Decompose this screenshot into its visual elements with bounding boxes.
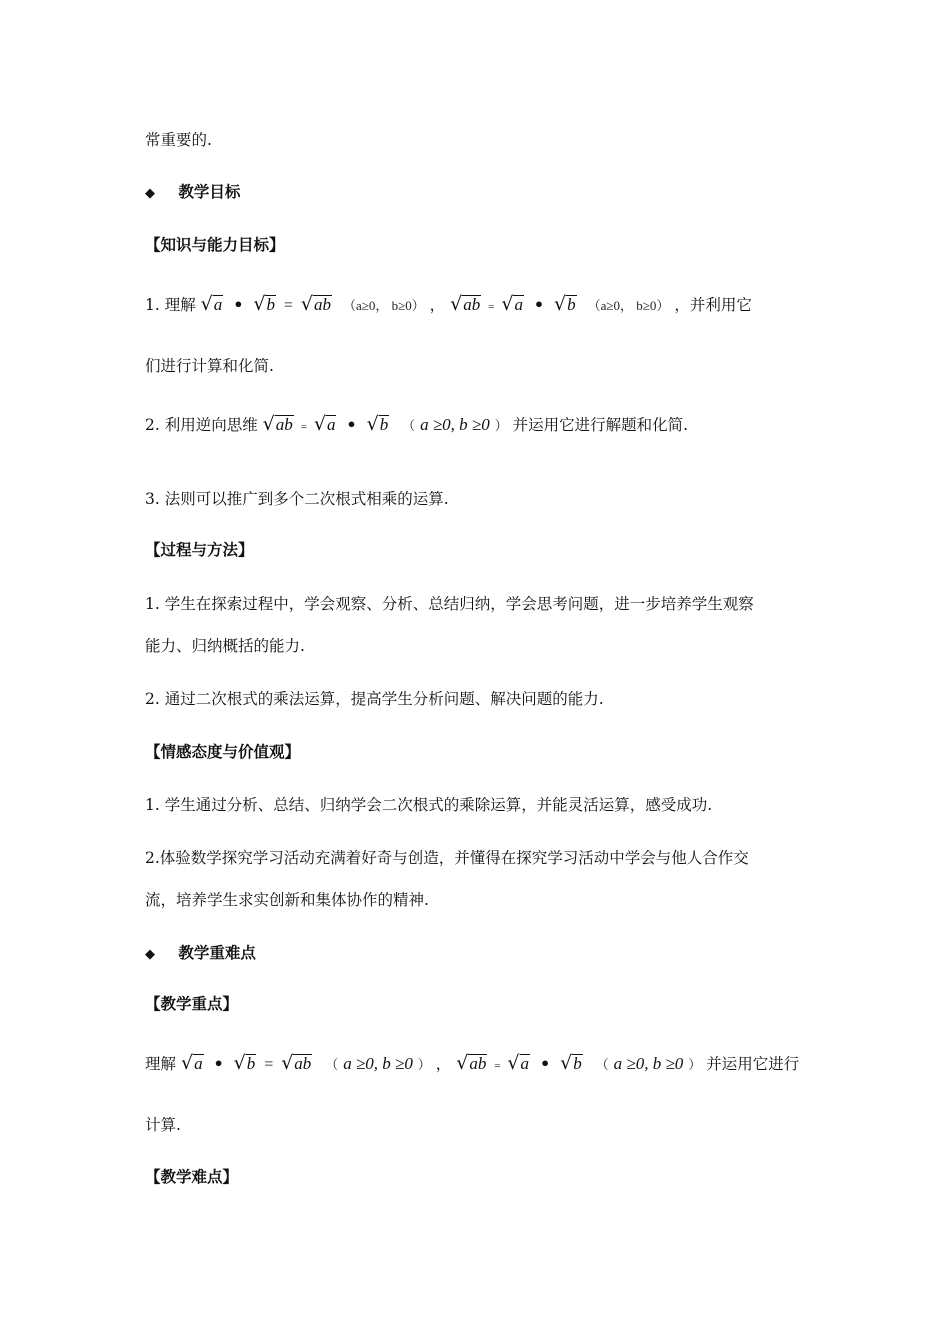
text-line: 常重要的. (145, 131, 212, 149)
multiply-dot: • (539, 1054, 551, 1073)
formula-sqrt-a: √a (313, 413, 336, 435)
formula-sqrt-b: √b (560, 1052, 582, 1074)
formula-sqrt-ab: √ab (450, 293, 481, 315)
text-line: 流，培养学生求实创新和集体协作的精神. (145, 891, 429, 909)
condition-expression: a ≥0, b ≥0 (343, 1054, 413, 1073)
formula-sqrt-ab: √ab (300, 293, 331, 315)
heading-text: 教学重难点 (178, 943, 256, 962)
formula-sqrt-ab: √ab (281, 1052, 312, 1074)
formula-sqrt-a: √a (507, 1052, 530, 1074)
formula-sqrt-b: √b (233, 1052, 256, 1074)
text-line: 能力、归纳概括的能力. (145, 637, 305, 655)
equals-sign: = (300, 421, 307, 433)
multiply-dot: • (533, 295, 545, 314)
formula-sqrt-b: √b (253, 293, 275, 315)
objective-item-2 (145, 414, 688, 437)
paren: ） (494, 418, 508, 433)
diamond-bullet-icon: ◆ (145, 947, 155, 962)
formula-sqrt-a: √a (200, 293, 223, 315)
item-text: 并运用它进行 (706, 1055, 800, 1073)
heading-text: 教学目标 (178, 182, 241, 201)
text-line: 们进行计算和化简. (145, 357, 274, 375)
condition-expression: a ≥0, b ≥0 (420, 415, 490, 434)
text-line: 2.体验数学探究学习活动充满着好奇与创造，并懂得在探究学习活动中学会与他人合作交 (145, 849, 749, 867)
condition-expression: a ≥0, b ≥0 (613, 1054, 684, 1073)
multiply-dot: • (213, 1054, 224, 1073)
formula-sqrt-a: √a (180, 1052, 203, 1074)
section-heading-objectives (145, 182, 240, 204)
text-line: 1. 学生通过分析、总结、归纳学会二次根式的乘除运算，并能灵活运算，感受成功. (145, 796, 713, 814)
formula-sqrt-ab: √ab (456, 1052, 487, 1074)
section-heading-key-points (145, 943, 256, 965)
formula-sqrt-b: √b (554, 293, 576, 315)
subheading-knowledge: 【知识与能力目标】 (145, 235, 285, 254)
item-text: 2. 利用逆向思维 (145, 416, 258, 434)
subheading-process: 【过程与方法】 (145, 540, 254, 559)
text-line: 2. 通过二次根式的乘法运算，提高学生分析问题、解决问题的能力. (145, 690, 604, 708)
formula-sqrt-ab: √ab (262, 413, 293, 435)
equals-sign: = (264, 1056, 274, 1073)
comma: ， (429, 296, 446, 314)
equals-sign: = (283, 297, 293, 314)
subheading-difficulty: 【教学难点】 (145, 1167, 239, 1186)
diamond-bullet-icon: ◆ (145, 186, 155, 201)
item-text: 并运用它进行解题和化简. (512, 416, 689, 434)
formula-sqrt-b: √b (366, 413, 389, 435)
condition-text: （a≥0， b≥0） (587, 298, 670, 313)
item-text: 1. 理解 (145, 296, 196, 314)
text-line: 1. 学生在探索过程中，学会观察、分析、总结归纳，学会思考问题，进一步培养学生观察 (145, 595, 754, 613)
paren: ） (688, 1057, 702, 1072)
objective-item-3: 3. 法则可以推广到多个二次根式相乘的运算. (145, 490, 449, 508)
paren: ） (417, 1057, 431, 1072)
subheading-key-point: 【教学重点】 (145, 994, 239, 1013)
objective-item-1 (145, 294, 752, 317)
paren: （ (402, 418, 416, 433)
text-line: 计算. (145, 1116, 181, 1134)
equals-sign: = (488, 301, 495, 313)
paren: （ (595, 1057, 609, 1072)
item-text: 理解 (145, 1055, 177, 1073)
condition-text: （a≥0， b≥0） (342, 298, 425, 313)
key-point-formula-line (145, 1053, 799, 1076)
multiply-dot: • (233, 295, 244, 314)
formula-sqrt-a: √a (501, 293, 523, 315)
comma: ， (435, 1055, 452, 1073)
item-text: ，并利用它 (674, 296, 752, 314)
multiply-dot: • (346, 415, 357, 434)
paren: （ (325, 1057, 339, 1072)
equals-sign: = (494, 1060, 501, 1072)
subheading-attitude: 【情感态度与价值观】 (145, 742, 301, 761)
